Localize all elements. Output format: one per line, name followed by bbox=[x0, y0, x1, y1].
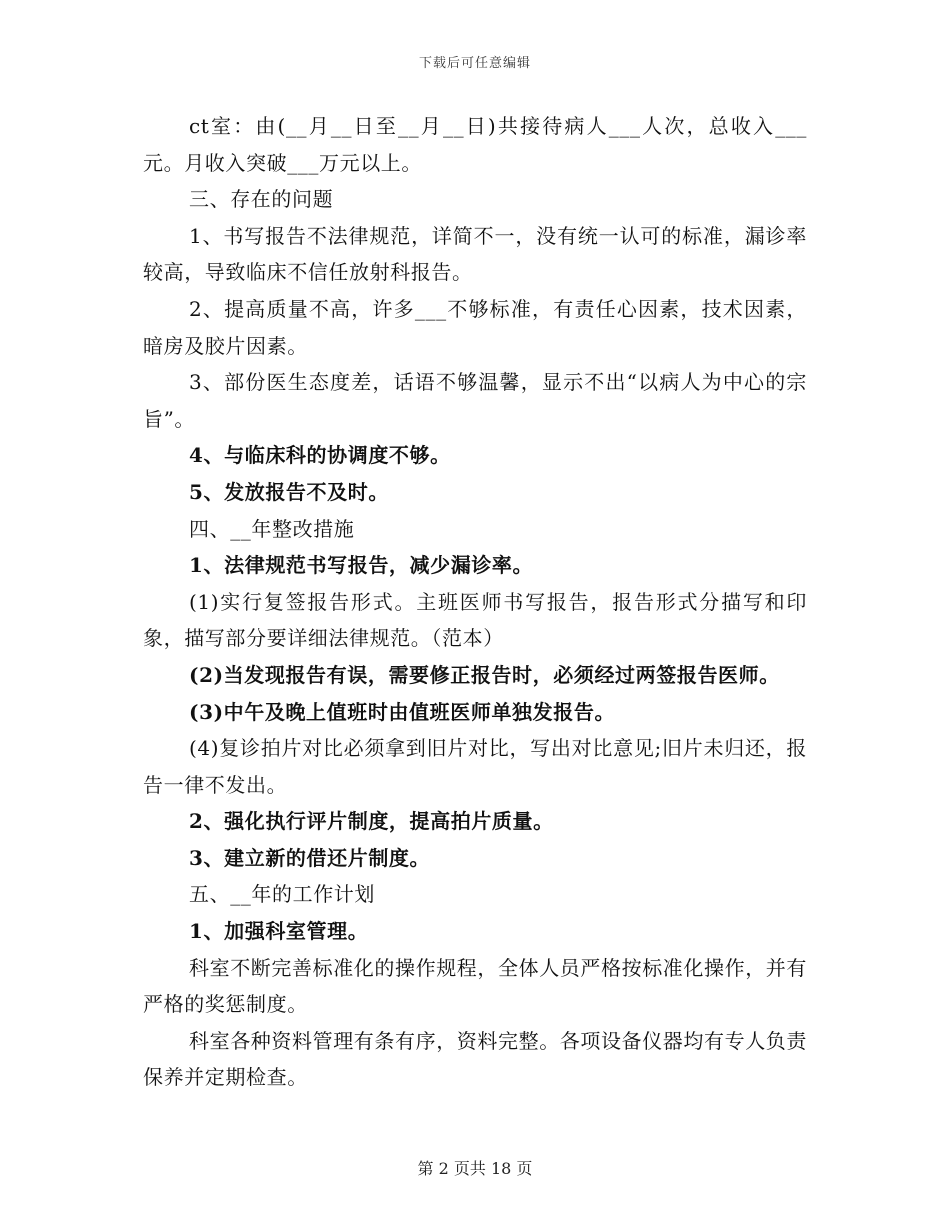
paragraph-12: (3)中午及晚上值班时由值班医师单独发报告。 bbox=[189, 699, 616, 724]
paragraph-14: 2、强化执行评片制度，提高拍片质量。 bbox=[189, 809, 554, 834]
paragraph-9: 1、法律规范书写报告，减少漏诊率。 bbox=[189, 553, 534, 578]
section-heading-4: 四、__年整改措施 bbox=[189, 516, 355, 541]
paragraph-11: (2)当发现报告有误，需要修正报告时，必须经过两签报告医师。 bbox=[189, 662, 780, 687]
paragraph-3: 1、书写报告不法律规范，详简不一，没有统一认可的标准，漏诊率较高，导致临床不信任放射科报告。 bbox=[143, 223, 807, 285]
paragraph-7: 5、发放报告不及时。 bbox=[189, 479, 389, 504]
paragraph-5: 3、部份医生态度差，话语不够温馨，显示不出“以病人为中心的宗旨”。 bbox=[143, 370, 807, 431]
paragraph-1: ct室：由(__月__日至__月__日)共接待病人___人次，总收入___元。月收入突破___万元以上。 bbox=[143, 114, 807, 175]
document-body bbox=[143, 108, 807, 1096]
page-header: 下载后可任意编辑 bbox=[418, 56, 531, 71]
paragraph-19: 科室各种资料管理有条有序，资料完整。各项设备仪器均有专人负责保养并定期检查。 bbox=[143, 1028, 807, 1090]
section-heading-3: 三、存在的问题 bbox=[189, 187, 334, 212]
paragraph-15: 3、建立新的借还片制度。 bbox=[189, 845, 431, 870]
paragraph-17: 1、加强科室管理。 bbox=[189, 919, 369, 944]
paragraph-18: 科室不断完善标准化的操作规程，全体人员严格按标准化操作，并有严格的奖惩制度。 bbox=[143, 955, 807, 1017]
paragraph-6: 4、与临床科的协调度不够。 bbox=[189, 443, 451, 468]
section-heading-5: 五、__年的工作计划 bbox=[189, 882, 375, 907]
paragraph-10: (1)实行复签报告形式。主班医师书写报告，报告形式分描写和印象，描写部分要详细法律规范。（范本） bbox=[143, 589, 807, 651]
page-footer: 第 2 页共 18 页 bbox=[417, 1159, 533, 1178]
paragraph-4: 2、提高质量不高，许多___不够标准，有责任心因素，技术因素，暗房及胶片因素。 bbox=[143, 296, 807, 358]
paragraph-13: (4)复诊拍片对比必须拿到旧片对比，写出对比意见;旧片未归还，报告一律不发出。 bbox=[143, 736, 807, 797]
